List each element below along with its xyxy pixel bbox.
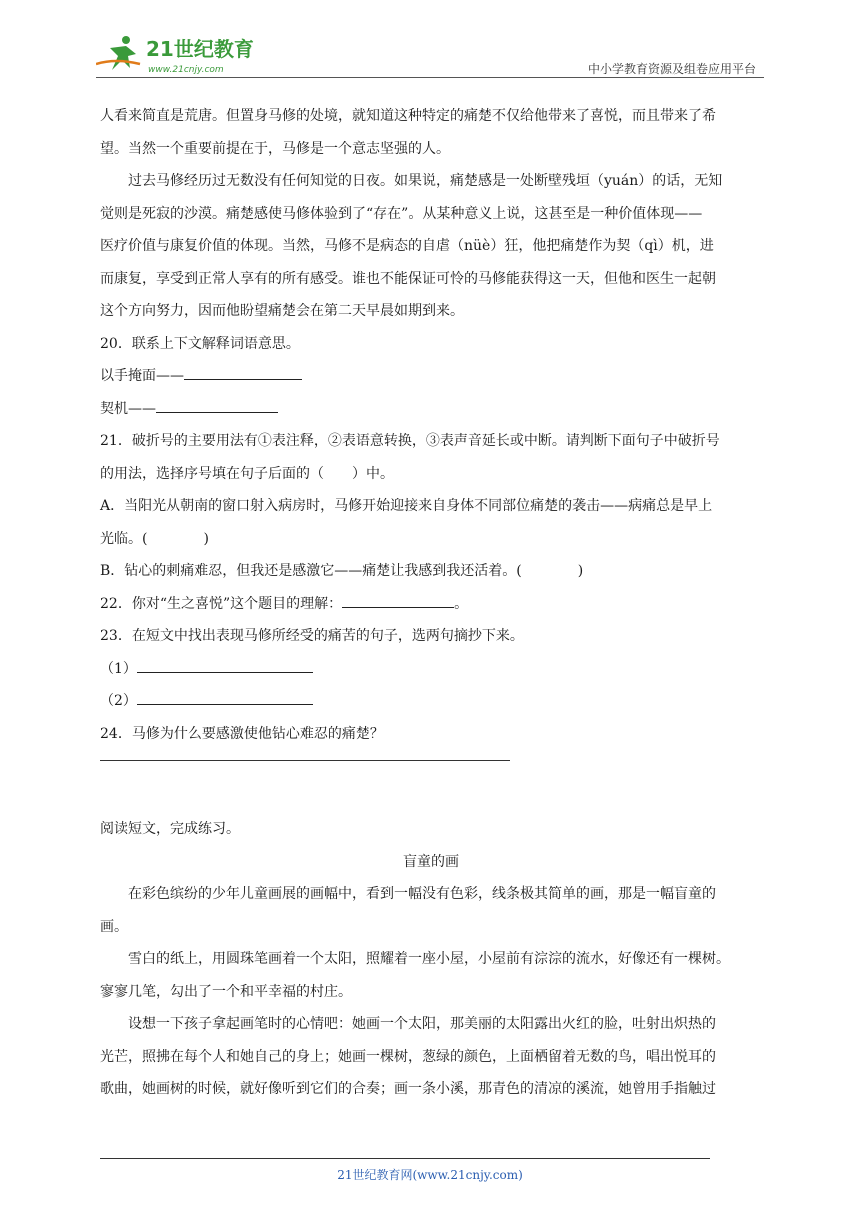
text-line: 设想一下孩子拿起画笔时的心情吧：她画一个太阳，那美丽的太阳露出火红的脸，吐射出炽热的 — [128, 1016, 716, 1032]
text-line: 觉则是死寂的沙漠。痛楚感使马修体验到了“存在”。从某种意义上说，这甚至是一种价值体现—— — [100, 205, 703, 222]
answer-line[interactable] — [100, 760, 510, 761]
logo-21cnjy — [96, 34, 266, 76]
option-text: ) — [203, 530, 209, 547]
passage-title: 盲童的画 — [403, 853, 459, 870]
logo-text: 21世纪教育 — [146, 37, 254, 61]
text-line: 人看来简直是荒唐。但置身马修的处境，就知道这种特定的痛楚不仅给他带来了喜悦，而且带来了希 — [100, 108, 716, 124]
question-label: 22．你对“生之喜悦”这个题目的理解： — [100, 595, 343, 612]
spacer — [100, 781, 762, 813]
question-22 — [100, 588, 762, 621]
question-label: 契机—— — [100, 400, 156, 417]
text-line: 望。当然一个重要前提在于，马修是一个意志坚强的人。 — [100, 140, 450, 157]
option-a: A．当阳光从朝南的窗口射入病房时，马修开始迎接来自身体不同部位痛楚的袭击——病痛总是早上 — [100, 498, 713, 514]
platform-label: 中小学教育资源及组卷应用平台 — [587, 62, 756, 76]
logo-url: www.21cnjy.com — [148, 65, 224, 75]
question-23: 23．在短文中找出表现马修所经受的痛苦的句子，选两句摘抄下来。 — [100, 628, 524, 644]
reading-intro: 阅读短文，完成练习。 — [100, 821, 240, 837]
text-line: 在彩色缤纷的少年儿童画展的画幅中，看到一幅没有色彩，线条极其简单的画，那是一幅盲童的 — [128, 886, 716, 902]
question-20b — [100, 393, 762, 426]
answer-blank[interactable] — [137, 656, 313, 673]
answer-blank[interactable] — [184, 363, 302, 380]
page-header — [96, 30, 764, 78]
item-number: （2） — [100, 693, 137, 709]
text-line: 寥寥几笔，勾出了一个和平幸福的村庄。 — [100, 983, 352, 1000]
option-text: 光临。( — [100, 530, 148, 547]
text-line: 画。 — [100, 918, 128, 935]
question-20a — [100, 360, 762, 393]
option-b — [100, 555, 762, 588]
option-a-cont — [100, 523, 762, 556]
text-line: 这个方向努力，因而他盼望痛楚会在第二天早晨如期到来。 — [100, 303, 464, 319]
question-21: 21．破折号的主要用法有①表注释，②表语意转换，③表声音延长或中断。请判断下面句子中破折号 — [100, 433, 720, 449]
text-line: 过去马修经历过无数没有任何知觉的日夜。如果说，痛楚感是一处断壁残垣（yuán）的话，无知 — [128, 173, 723, 189]
text-line: 光芒，照拂在每个人和她自己的身上；她画一棵树，葱绿的颜色，上面栖留着无数的鸟，唱出悦耳的 — [100, 1048, 716, 1065]
document-body — [100, 100, 762, 1106]
answer-blank[interactable] — [342, 591, 454, 608]
text-line: 的用法，选择序号填在句子后面的（ ）中。 — [100, 465, 394, 482]
footer-link[interactable]: 21世纪教育网(www.21cnjy.com) — [337, 1168, 523, 1182]
question-label: 。 — [454, 595, 469, 612]
text-line: 医疗价值与康复价值的体现。当然，马修不是病态的自虐（nüè）狂，他把痛楚作为契（qì）机，进 — [100, 238, 714, 254]
text-line: 歌曲，她画树的时候，就好像听到它们的合奏；画一条小溪，那青色的清凉的溪流，她曾用手指触过 — [100, 1081, 716, 1097]
answer-blank[interactable] — [156, 396, 278, 413]
footer-divider — [100, 1158, 710, 1159]
question-23-2 — [100, 685, 762, 718]
runner-icon — [96, 36, 140, 70]
question-20: 20．联系上下文解释词语意思。 — [100, 335, 300, 352]
option-text: ) — [577, 563, 584, 579]
answer-blank[interactable] — [137, 688, 313, 705]
question-24: 24．马修为什么要感激使他钻心难忍的痛楚？ — [100, 725, 384, 742]
text-line: 雪白的纸上，用圆珠笔画着一个太阳，照耀着一座小屋，小屋前有淙淙的流水，好像还有一棵树。 — [128, 951, 730, 967]
option-text: B．钻心的刺痛难忍，但我还是感激它——痛楚让我感到我还活着。( — [100, 563, 522, 579]
text-line: 而康复，享受到正常人享有的所有感受。谁也不能保证可怜的马修能获得这一天，但他和医生一起朝 — [100, 270, 716, 287]
header-divider — [96, 77, 764, 78]
item-number: （1） — [100, 660, 137, 677]
question-23-1 — [100, 653, 762, 686]
question-label: 以手掩面—— — [100, 368, 184, 384]
